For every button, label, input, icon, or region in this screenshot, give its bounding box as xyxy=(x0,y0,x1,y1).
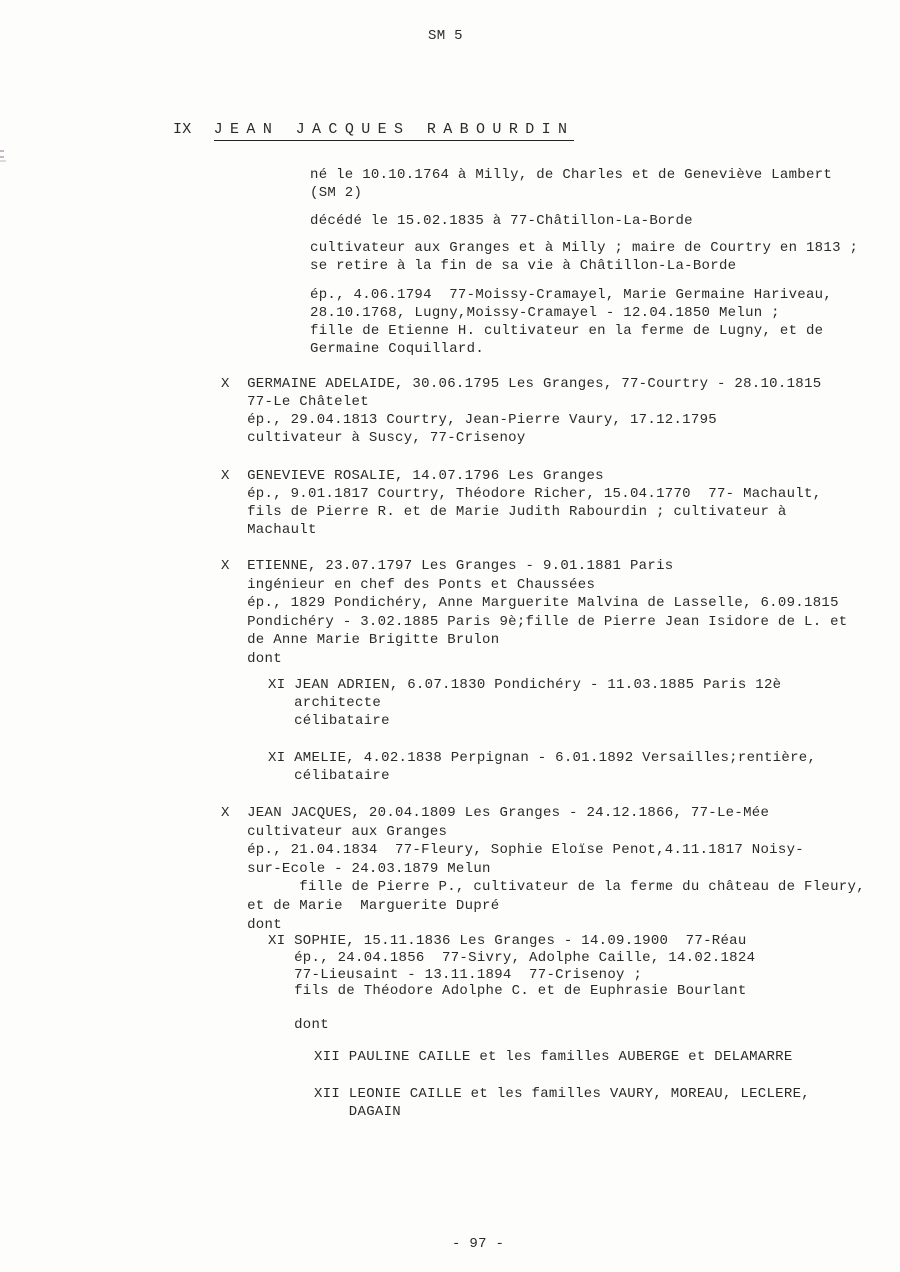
text-line: Germaine Coquillard. xyxy=(310,341,485,357)
text-line: dont xyxy=(221,651,282,667)
generation-numeral: IX xyxy=(173,121,192,138)
text-line: de Anne Marie Brigitte Brulon xyxy=(221,632,500,649)
text-line: cultivateur aux Granges xyxy=(221,823,448,840)
text-line: cultivateur aux Granges et à Milly ; maire de Courtry en 1813 ; xyxy=(310,240,859,256)
text-line: 28.10.1768, Lugny,Moissy-Cramayel - 12.04.1850 Melun ; xyxy=(310,305,780,321)
text-line: XII PAULINE CAILLE et les familles AUBERGE et DELAMARRE xyxy=(314,1049,793,1065)
text-line: XI AMELIE, 4.02.1838 Perpignan - 6.01.1892 Versailles;rentière, xyxy=(268,750,817,766)
text-line: ép., 29.04.1813 Courtry, Jean-Pierre Vaury, 17.12.1795 xyxy=(221,412,717,428)
text-line: décédé le 15.02.1835 à 77-Châtillon-La-Borde xyxy=(310,213,693,229)
text-line: ingénieur en chef des Ponts et Chaussées xyxy=(221,576,596,593)
text-line: Pondichéry - 3.02.1885 Paris 9è;fille de Pierre Jean Isidore de L. et xyxy=(221,613,848,630)
text-line: DAGAIN xyxy=(314,1104,402,1120)
text-line: dont xyxy=(268,1017,329,1033)
text-line: cultivateur à Suscy, 77-Crisenoy xyxy=(221,430,526,446)
text-line: fils de Pierre R. et de Marie Judith Rabourdin ; cultivateur à xyxy=(221,504,787,520)
text-line: fille de Etienne H. cultivateur en la ferme de Lugny, et de xyxy=(310,323,824,339)
text-line: 77-Lieusaint - 13.11.1894 77-Crisenoy ; xyxy=(268,966,643,983)
text-line: XI SOPHIE, 15.11.1836 Les Granges - 14.09.1900 77-Réau xyxy=(268,933,747,949)
text-line: et de Marie Marguerite Dupré xyxy=(221,898,500,914)
page-header: SM 5 xyxy=(428,28,463,44)
text-line: né le 10.10.1764 à Milly, de Charles et de Geneviève Lambert xyxy=(310,167,833,183)
text-line: célibataire xyxy=(268,768,390,784)
generation-title xyxy=(173,121,574,138)
text-line: X GERMAINE ADELAIDE, 30.06.1795 Les Granges, 77-Courtry - 28.10.1815 xyxy=(221,376,822,392)
text-line: XI JEAN ADRIEN, 6.07.1830 Pondichéry - 11.03.1885 Paris 12è xyxy=(268,677,782,693)
text-line: sur-Ecole - 24.03.1879 Melun xyxy=(221,860,491,877)
text-line: X ETIENNE, 23.07.1797 Les Granges - 9.01.1881 Paris xyxy=(221,558,674,574)
text-line: célibataire xyxy=(268,713,390,729)
text-line: 77-Le Châtelet xyxy=(221,394,369,410)
margin-mark xyxy=(0,156,4,158)
text-line: dont xyxy=(221,916,282,933)
text-line: ép., 24.04.1856 77-Sivry, Adolphe Caille, 14.02.1824 xyxy=(268,949,756,966)
margin-mark xyxy=(0,150,4,152)
text-line: fils de Théodore Adolphe C. et de Euphrasie Bourlant xyxy=(268,983,747,1000)
text-line: X JEAN JACQUES, 20.04.1809 Les Granges - 24.12.1866, 77-Le-Mée xyxy=(221,805,770,821)
margin-mark xyxy=(0,160,6,162)
text-line: ép., 21.04.1834 77-Fleury, Sophie Eloïse Penot,4.11.1817 Noisy- xyxy=(221,842,804,859)
text-line: ép., 4.06.1794 77-Moissy-Cramayel, Marie Germaine Hariveau, xyxy=(310,287,833,303)
text-line: fille de Pierre P., cultivateur de la ferme du château de Fleury, xyxy=(221,879,865,896)
page-number: - 97 - xyxy=(452,1236,505,1252)
person-name-heading: JEAN JACQUES RABOURDIN xyxy=(214,121,575,141)
text-line: Machault xyxy=(221,522,317,538)
text-line: XII LEONIE CAILLE et les familles VAURY, MOREAU, LECLERE, xyxy=(314,1086,810,1102)
text-line: architecte xyxy=(268,695,382,711)
text-line: ép., 1829 Pondichéry, Anne Marguerite Malvina de Lasselle, 6.09.1815 xyxy=(221,595,839,612)
text-line: (SM 2) xyxy=(310,185,363,201)
text-line: X GENEVIEVE ROSALIE, 14.07.1796 Les Granges xyxy=(221,468,604,484)
text-line: ép., 9.01.1817 Courtry, Théodore Richer, 15.04.1770 77- Machault, xyxy=(221,486,822,502)
text-line: se retire à la fin de sa vie à Châtillon-La-Borde xyxy=(310,258,737,274)
